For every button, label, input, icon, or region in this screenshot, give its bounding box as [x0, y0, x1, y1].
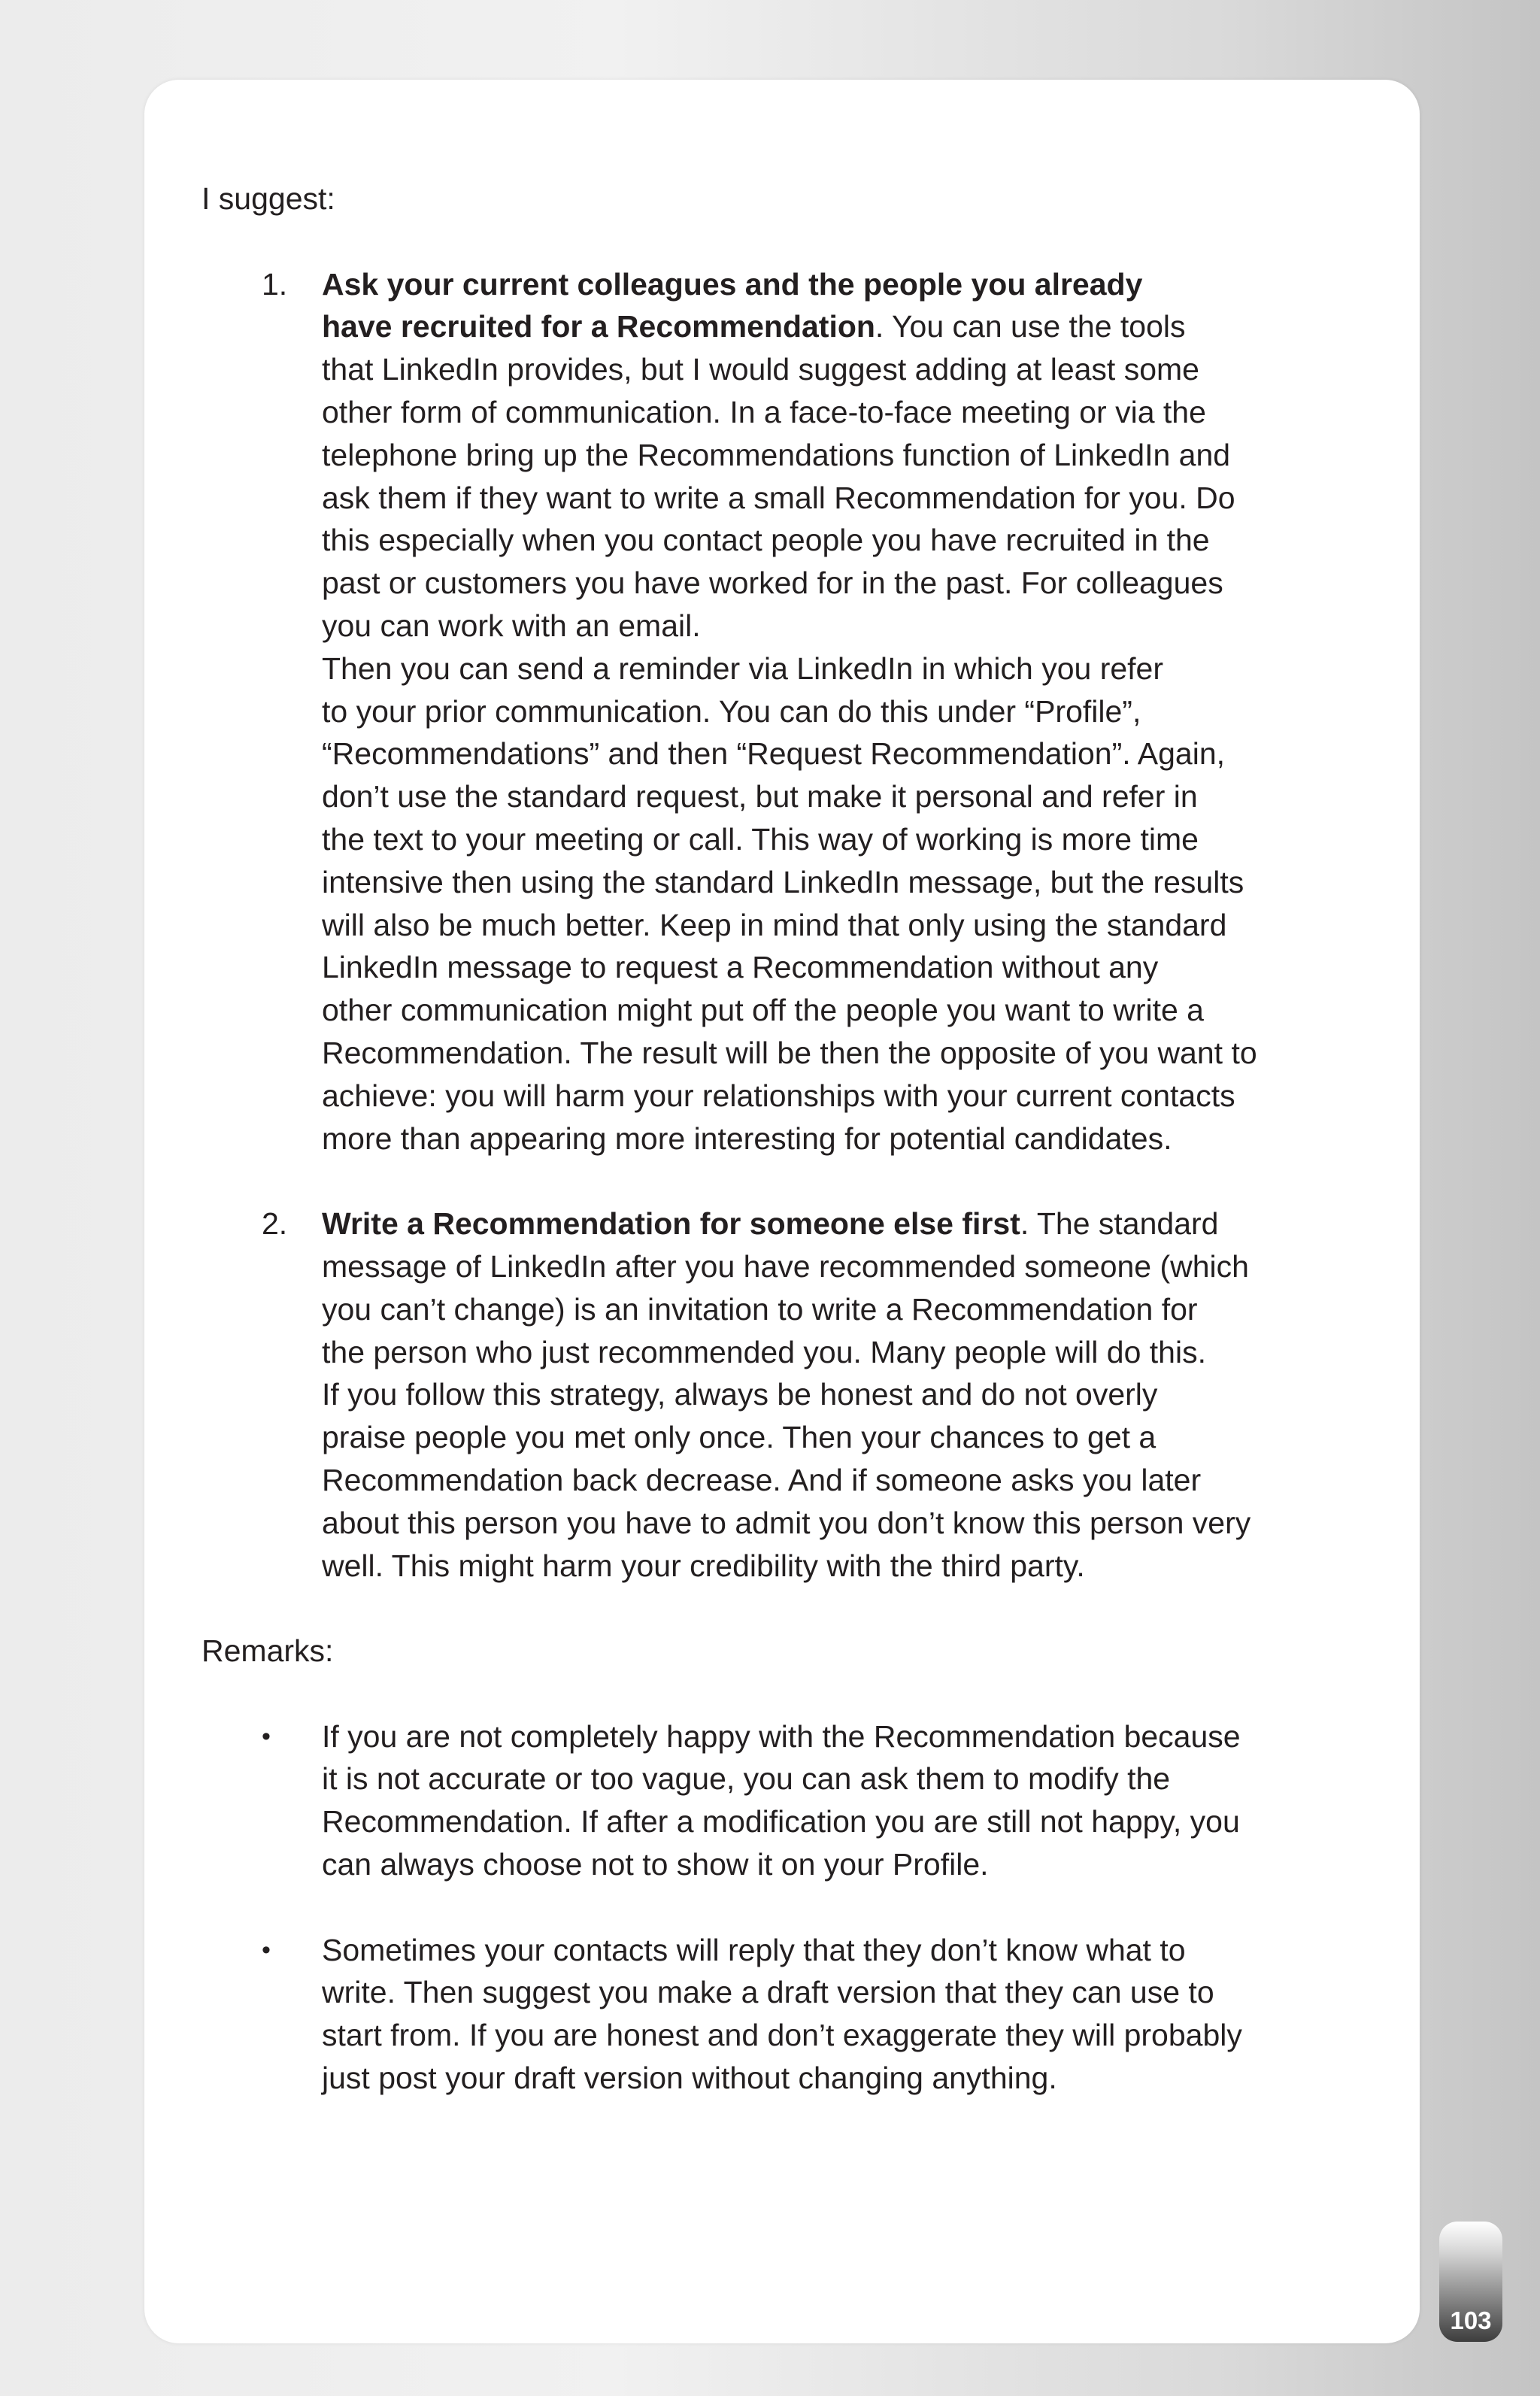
- suggestion-body: [322, 1203, 1360, 1587]
- text-line: about this person you have to admit you don’t know this person very: [322, 1505, 1251, 1540]
- text-line: telephone bring up the Recommendations function of LinkedIn and: [322, 437, 1231, 472]
- text-line: ask them if they want to write a small Recommendation for you. Do: [322, 480, 1235, 515]
- spacer: [202, 1587, 1360, 1630]
- text-line: start from. If you are honest and don’t exaggerate they will probably: [322, 2018, 1242, 2053]
- remarks-heading: Remarks:: [202, 1633, 334, 1669]
- bullet-icon: •: [262, 1721, 271, 1751]
- text-line: Recommendation back decrease. And if someone asks you later: [322, 1462, 1202, 1497]
- text-line: just post your draft version without changing anything.: [322, 2061, 1057, 2096]
- spacer: [202, 1673, 1360, 1715]
- text-line: will also be much better. Keep in mind that only using the standard: [322, 907, 1227, 942]
- text-line: If you are not completely happy with the Recommendation because: [322, 1718, 1241, 1754]
- suggestion-body: [322, 263, 1360, 1160]
- text-line: . The standard: [1020, 1206, 1219, 1242]
- list-number: 2.: [262, 1206, 288, 1242]
- text-line: don’t use the standard request, but make it personal and refer in: [322, 779, 1198, 814]
- intro-heading: I suggest:: [202, 181, 335, 216]
- text-line: it is not accurate or too vague, you can ask them to modify the: [322, 1761, 1171, 1797]
- text-line: LinkedIn message to request a Recommendation without any: [322, 950, 1159, 985]
- text-line: to your prior communication. You can do this under “Profile”,: [322, 693, 1141, 729]
- text-line: other communication might put off the people you want to write a: [322, 993, 1204, 1028]
- text-line: other form of communication. In a face-to-face meeting or via the: [322, 394, 1206, 429]
- text-line: you can’t change) is an invitation to write a Recommendation for: [322, 1291, 1198, 1327]
- text-line: this especially when you contact people you have recruited in the: [322, 523, 1210, 558]
- text-line: achieve: you will harm your relationships with your current contacts: [322, 1078, 1235, 1113]
- suggestion-item-2: [202, 1203, 1360, 1587]
- text-line: more than appearing more interesting for potential candidates.: [322, 1121, 1172, 1156]
- page-number: 103: [1450, 2307, 1492, 2334]
- spacer: [202, 220, 1360, 263]
- bullet-icon: •: [262, 1935, 271, 1964]
- text-line: Recommendation. The result will be then the opposite of you want to: [322, 1035, 1257, 1070]
- remark-item-2: [202, 1929, 1360, 2100]
- list-number: 1.: [262, 266, 288, 302]
- text-line: you can work with an email.: [322, 608, 701, 643]
- text-line: Sometimes your contacts will reply that they don’t know what to: [322, 1932, 1186, 1967]
- remark-item-1: [202, 1715, 1360, 1886]
- bold-line: Ask your current colleagues and the people you already: [322, 266, 1143, 302]
- bold-line: Write a Recommendation for someone else first: [322, 1206, 1020, 1242]
- text-line: Then you can send a reminder via LinkedIn in which you refer: [322, 651, 1164, 686]
- spacer: [202, 1160, 1360, 1203]
- text-line: the person who just recommended you. Many people will do this.: [322, 1334, 1206, 1369]
- text-line: intensive then using the standard LinkedIn message, but the results: [322, 864, 1244, 899]
- text-line: well. This might harm your credibility with the third party.: [322, 1548, 1085, 1583]
- text-line: Recommendation. If after a modification you are still not happy, you: [322, 1804, 1240, 1839]
- text-line: If you follow this strategy, always be honest and do not overly: [322, 1377, 1158, 1412]
- text-line: the text to your meeting or call. This way of working is more time: [322, 821, 1199, 857]
- suggestion-item-1: [202, 263, 1360, 1160]
- text-line: . You can use the tools: [875, 309, 1186, 344]
- text-line: past or customers you have worked for in the past. For colleagues: [322, 566, 1223, 601]
- text-line: praise people you met only once. Then your chances to get a: [322, 1420, 1157, 1455]
- remark-body: [322, 1929, 1360, 2100]
- text-line: write. Then suggest you make a draft version that they can use to: [322, 1975, 1214, 2010]
- text-line: “Recommendations” and then “Request Recommendation”. Again,: [322, 736, 1226, 772]
- page-content: [202, 177, 1360, 2100]
- bold-line: have recruited for a Recommendation: [322, 309, 875, 344]
- spacer: [202, 1886, 1360, 1929]
- remark-body: [322, 1715, 1360, 1886]
- text-line: that LinkedIn provides, but I would suggest adding at least some: [322, 352, 1199, 387]
- text-line: can always choose not to show it on your Profile.: [322, 1847, 989, 1882]
- text-line: message of LinkedIn after you have recommended someone (which: [322, 1248, 1249, 1284]
